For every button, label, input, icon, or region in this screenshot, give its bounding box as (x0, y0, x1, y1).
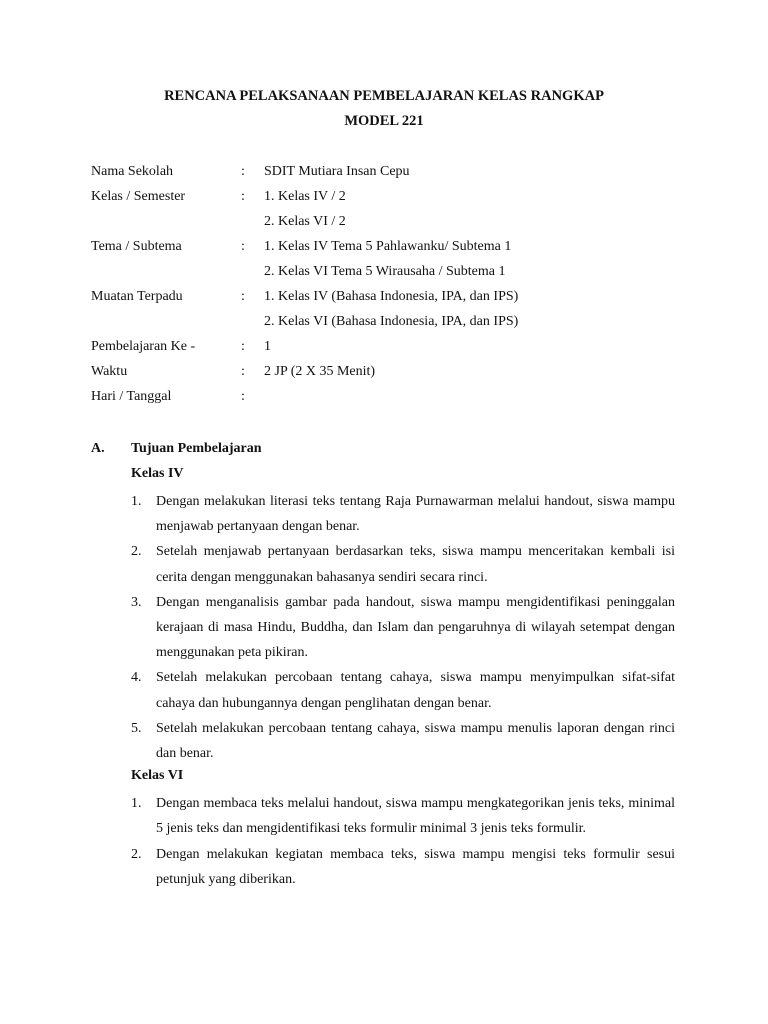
info-colon: : (241, 189, 245, 204)
list-item (91, 791, 675, 841)
info-colon: : (241, 339, 245, 354)
list-item-text: Dengan menganalisis gambar pada handout, siswa mampu mengidentifikasi peninggalan kerajaan di masa Hindu, Buddha, dan Islam dan pengaruhnya di wilayah setempat dengan menggunakan peta pikiran. (156, 594, 675, 661)
list-item (91, 665, 675, 715)
info-label: Kelas / Semester (91, 189, 186, 204)
list-item-number: 1. (131, 494, 142, 509)
info-label: Waktu (91, 364, 128, 379)
list-item (91, 716, 675, 766)
info-label: Nama Sekolah (91, 164, 174, 179)
list-item-text: Setelah melakukan percobaan tentang cahaya, siswa mampu menyimpulkan sifat-sifat cahaya dan hubungannya dengan penglihatan dengan benar. (156, 670, 675, 711)
list-item (91, 842, 675, 892)
info-label: Pembelajaran Ke - (91, 339, 196, 354)
info-label: Tema / Subtema (91, 239, 182, 254)
info-colon: : (241, 164, 245, 179)
list-item (91, 539, 675, 589)
document-title: RENCANA PELAKSANAAN PEMBELAJARAN KELAS RANGKAP (164, 88, 604, 104)
info-value: SDIT Mutiara Insan Cepu (264, 164, 410, 179)
document-subtitle: MODEL 221 (344, 113, 424, 129)
section-title: Tujuan Pembelajaran (131, 441, 262, 456)
info-value: 1 (264, 339, 271, 354)
info-colon: : (241, 239, 245, 254)
info-colon: : (241, 289, 245, 304)
list-item (91, 489, 675, 539)
info-value: 1. Kelas IV / 2 (264, 189, 346, 204)
section-heading (91, 439, 675, 464)
info-value: 1. Kelas IV Tema 5 Pahlawanku/ Subtema 1 (264, 239, 512, 254)
section-letter: A. (91, 441, 105, 456)
list-item-number: 4. (131, 670, 142, 686)
list-item-text: Dengan membaca teks melalui handout, siswa mampu mengkategorikan jenis teks, minimal 5 jenis teks dan mengidentifikasi teks formulir minimal 3 jenis teks formulir. (156, 796, 675, 837)
list-item (91, 590, 675, 666)
info-value: 2 JP (2 X 35 Menit) (264, 364, 376, 379)
list-item-text: Setelah melakukan percobaan tentang cahaya, siswa mampu menulis laporan dengan rinci dan benar. (156, 720, 675, 762)
info-colon: : (241, 364, 245, 379)
list-item-number: 5. (131, 720, 142, 736)
list-item-number: 1. (131, 796, 142, 812)
list-item-number: 3. (131, 594, 142, 610)
list-item-number: 2. (131, 544, 142, 560)
info-value: 2. Kelas VI (Bahasa Indonesia, IPA, dan IPS) (264, 314, 519, 329)
list-item-text: Dengan melakukan kegiatan membaca teks, siswa mampu mengisi teks formulir sesui petunjuk yang diberikan. (156, 846, 675, 887)
info-label: Hari / Tanggal (91, 389, 172, 404)
list-item-number: 2. (131, 846, 142, 862)
section-learning-objectives (91, 439, 675, 892)
info-colon: : (241, 389, 245, 404)
group-heading-kelas-vi: Kelas VI (131, 768, 184, 784)
info-value: 2. Kelas VI Tema 5 Wirausaha / Subtema 1 (264, 264, 506, 279)
list-item-text: Dengan melakukan literasi teks tentang Raja Purnawarman melalui handout, siswa mampu menjawab pertanyaan dengan benar. (156, 494, 675, 535)
group-heading-kelas-iv: Kelas IV (131, 466, 184, 481)
list-item-text: Setelah menjawab pertanyaan berdasarkan teks, siswa mampu menceritakan kembali isi cerita dengan menggunakan bahasanya sendiri secara rinci. (156, 544, 675, 585)
info-label: Muatan Terpadu (91, 289, 183, 304)
info-value: 2. Kelas VI / 2 (264, 214, 346, 229)
info-value: 1. Kelas IV (Bahasa Indonesia, IPA, dan IPS) (264, 289, 519, 304)
